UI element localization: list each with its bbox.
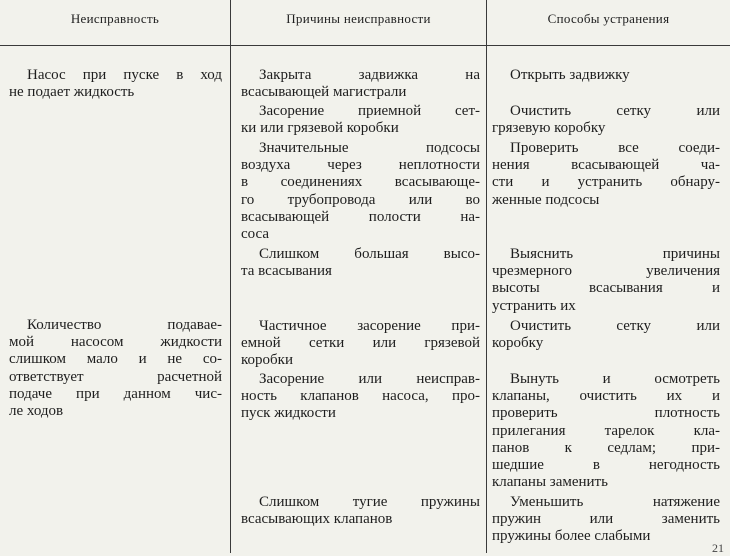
- header-rule: [0, 45, 730, 46]
- cause-cell: Засорение или неисправ- ность клапанов насоса, про- пуск жидкости: [241, 371, 480, 422]
- remedy-cell: Очистить сетку или грязевую коробку: [492, 103, 720, 137]
- header-causes: Причины неисправности: [286, 11, 431, 26]
- remedy-cell: Очистить сетку или коробку: [492, 318, 720, 352]
- cause-cell: Частичное засорение при- емной сетки или грязевой коробки: [241, 318, 480, 369]
- malfunction-cell: Количество подавае- мой насосом жидкости слишком мало и не со- ответствует расчетной подаче при данном чис- ле ходов: [9, 317, 222, 420]
- cause-cell: Закрыта задвижка на всасывающей магистрали: [241, 67, 480, 101]
- remedy-cell: Выяснить причины чрезмерного увеличения высоты всасывания и устранить их: [492, 246, 720, 314]
- remedy-cell: Проверить все соеди- нения всасывающей ча- сти и устранить обнару- женные подсосы: [492, 140, 720, 208]
- remedy-cell: Уменьшить натяжение пружин или заменить пружины более слабыми: [492, 494, 720, 545]
- header-remedies: Способы устранения: [547, 11, 670, 26]
- column-divider: [230, 0, 231, 553]
- cause-cell: Слишком тугие пружины всасывающих клапанов: [241, 494, 480, 528]
- remedy-cell: Открыть задвижку: [510, 67, 630, 83]
- malfunction-cell: Насос при пуске в ход не подает жидкость: [9, 67, 222, 101]
- cause-cell: Засорение приемной сет- ки или грязевой коробки: [241, 103, 480, 137]
- page-number: 21: [712, 541, 724, 555]
- cause-cell: Значительные подсосы воздуха через неплотности в соединениях всасывающе- го трубопровода или во всасывающей полости на- соса: [241, 140, 480, 243]
- remedy-cell: Вынуть и осмотреть клапаны, очистить их и проверить плотность прилегания тарелок кла- панов к седлам; при- шедшие в негодность клапаны заменить: [492, 371, 720, 491]
- header-malfunction: Неисправность: [70, 11, 160, 26]
- column-divider: [486, 0, 487, 553]
- cause-cell: Слишком большая высо- та всасывания: [241, 246, 480, 280]
